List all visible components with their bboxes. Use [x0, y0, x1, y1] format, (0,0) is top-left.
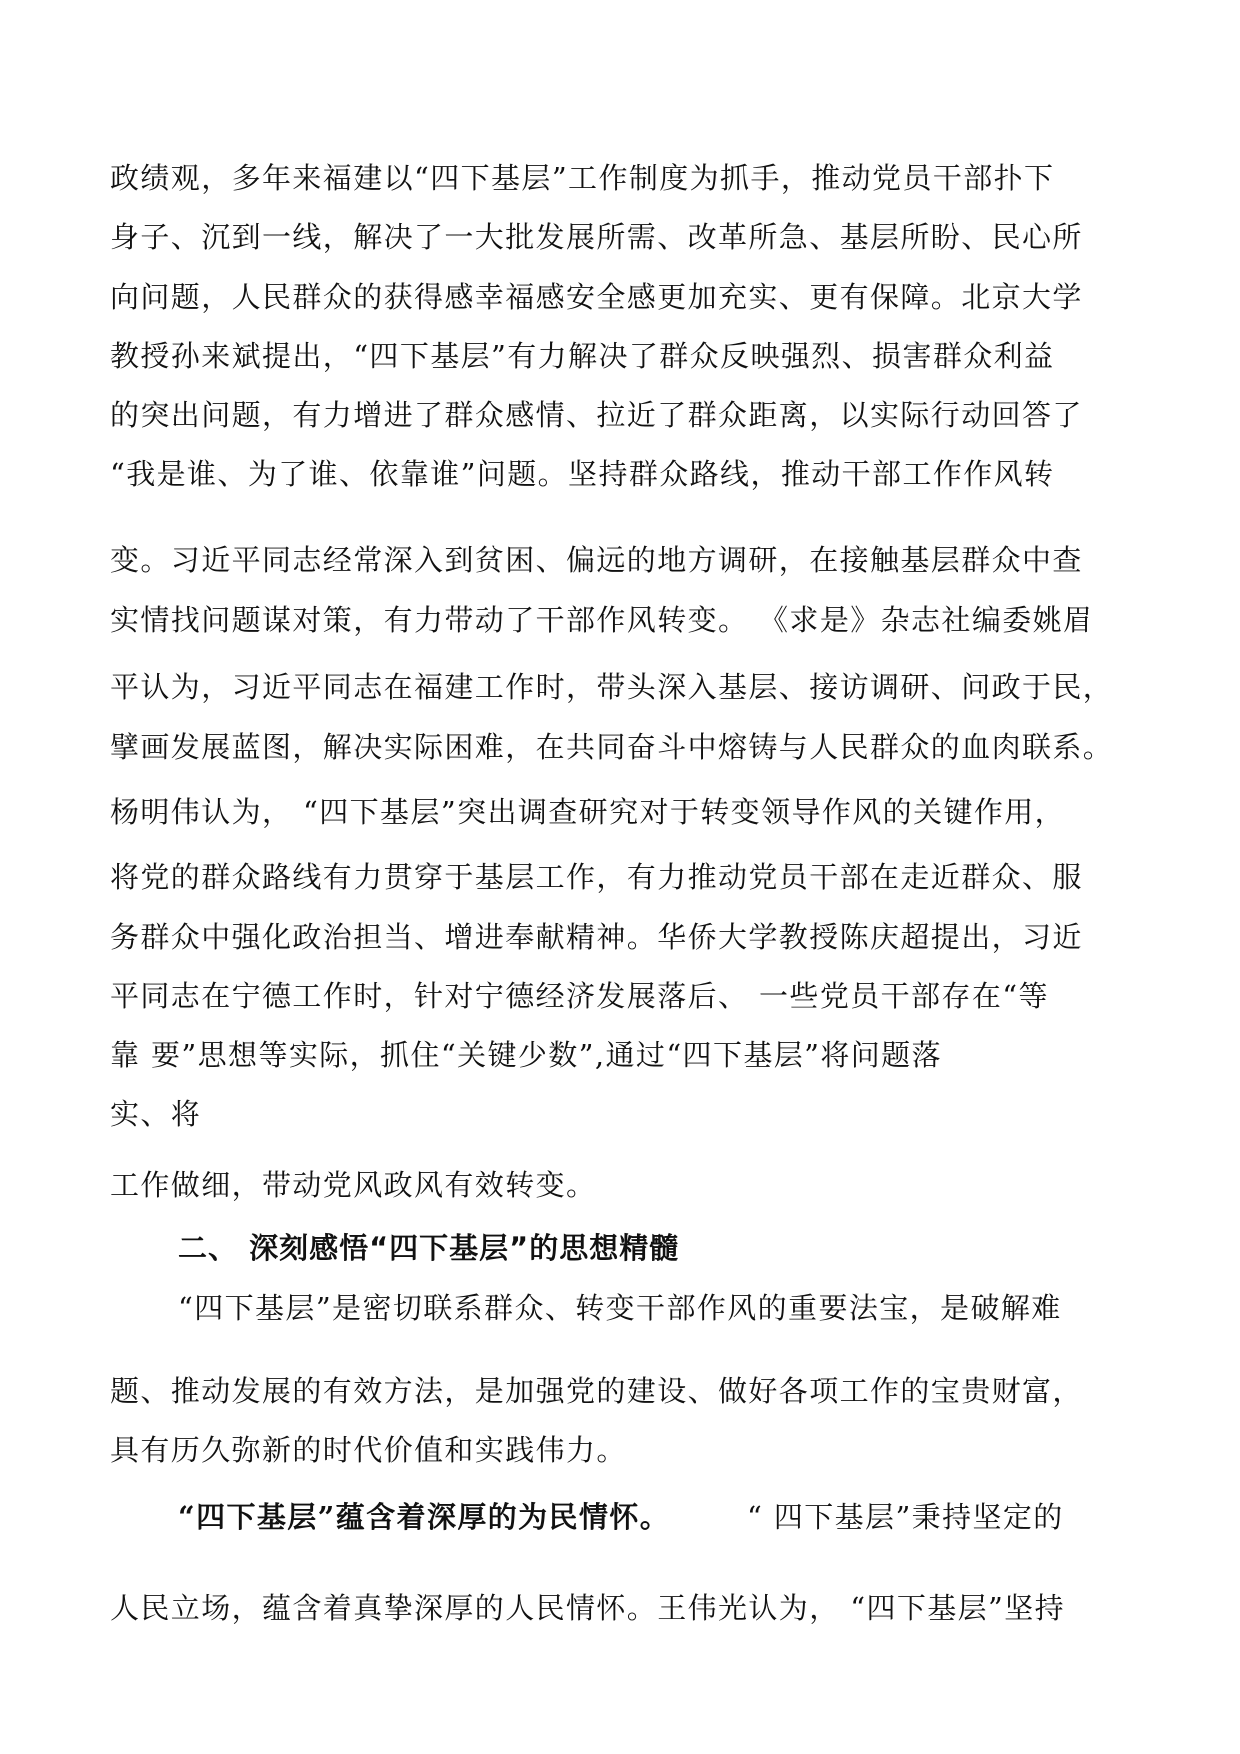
paragraph-line: 靠 要”思想等实际，抓住“关键少数”,通过“四下基层”将问题落 [110, 1038, 942, 1072]
paragraph-line: 擘画发展蓝图，解决实际困难，在共同奋斗中熔铸与人民群众的血肉联系。 [110, 730, 1114, 764]
paragraph-line: 变。习近平同志经常深入到贫困、偏远的地方调研，在接触基层群众中查 [110, 543, 1083, 577]
paragraph-line: 人民立场，蕴含着真挚深厚的人民情怀。王伟光认为， “四下基层”坚持 [110, 1591, 1066, 1625]
paragraph-line: 务群众中强化政治担当、增进奉献精神。华侨大学教授陈庆超提出，习近 [110, 920, 1083, 954]
paragraph-line: 平认为，习近平同志在福建工作时，带头深入基层、接访调研、问政于民， [110, 670, 1114, 704]
paragraph-line: 杨明伟认为， “四下基层”突出调查研究对于转变领导作风的关键作用， [110, 795, 1066, 829]
paragraph-line: 实情找问题谋对策，有力带动了干部作风转变。 《求是》杂志社编委姚眉 [110, 603, 1094, 637]
paragraph-line: 身子、沉到一线，解决了一大批发展所需、改革所急、基层所盼、民心所 [110, 220, 1083, 254]
paragraph-line: 具有历久弥新的时代价值和实践伟力。 [110, 1433, 627, 1467]
emphasis-sentence: “四下基层”蕴含着深厚的为民情怀。 [178, 1500, 671, 1534]
paragraph-line: 题、推动发展的有效方法，是加强党的建设、做好各项工作的宝贵财富， [110, 1374, 1083, 1408]
paragraph-line: 的突出问题，有力增进了群众感情、拉近了群众距离，以实际行动回答了 [110, 398, 1083, 432]
paragraph-line: 向问题，人民群众的获得感幸福感安全感更加充实、更有保障。北京大学 [110, 280, 1083, 314]
section-heading: 二、 深刻感悟“四下基层”的思想精髓 [178, 1231, 680, 1265]
paragraph-line: 工作做细，带动党风政风有效转变。 [110, 1168, 597, 1202]
paragraph-line: 实、将 [110, 1097, 202, 1131]
paragraph-line: 教授孙来斌提出，“四下基层”有力解决了群众反映强烈、损害群众利益 [110, 339, 1055, 373]
paragraph-line: “ 四下基层”秉持坚定的 [747, 1500, 1064, 1534]
paragraph-line: “四下基层”是密切联系群众、转变干部作风的重要法宝，是破解难 [178, 1291, 1062, 1325]
paragraph-line: 政绩观，多年来福建以“四下基层”工作制度为抓手，推动党员干部扑下 [110, 161, 1055, 195]
paragraph-line: 将党的群众路线有力贯穿于基层工作，有力推动党员干部在走近群众、服 [110, 860, 1083, 894]
paragraph-line: “我是谁、为了谁、依靠谁”问题。坚持群众路线，推动干部工作作风转 [110, 457, 1055, 491]
paragraph-line: 平同志在宁德工作时，针对宁德经济发展落后、 一些党员干部存在“等 [110, 979, 1049, 1013]
